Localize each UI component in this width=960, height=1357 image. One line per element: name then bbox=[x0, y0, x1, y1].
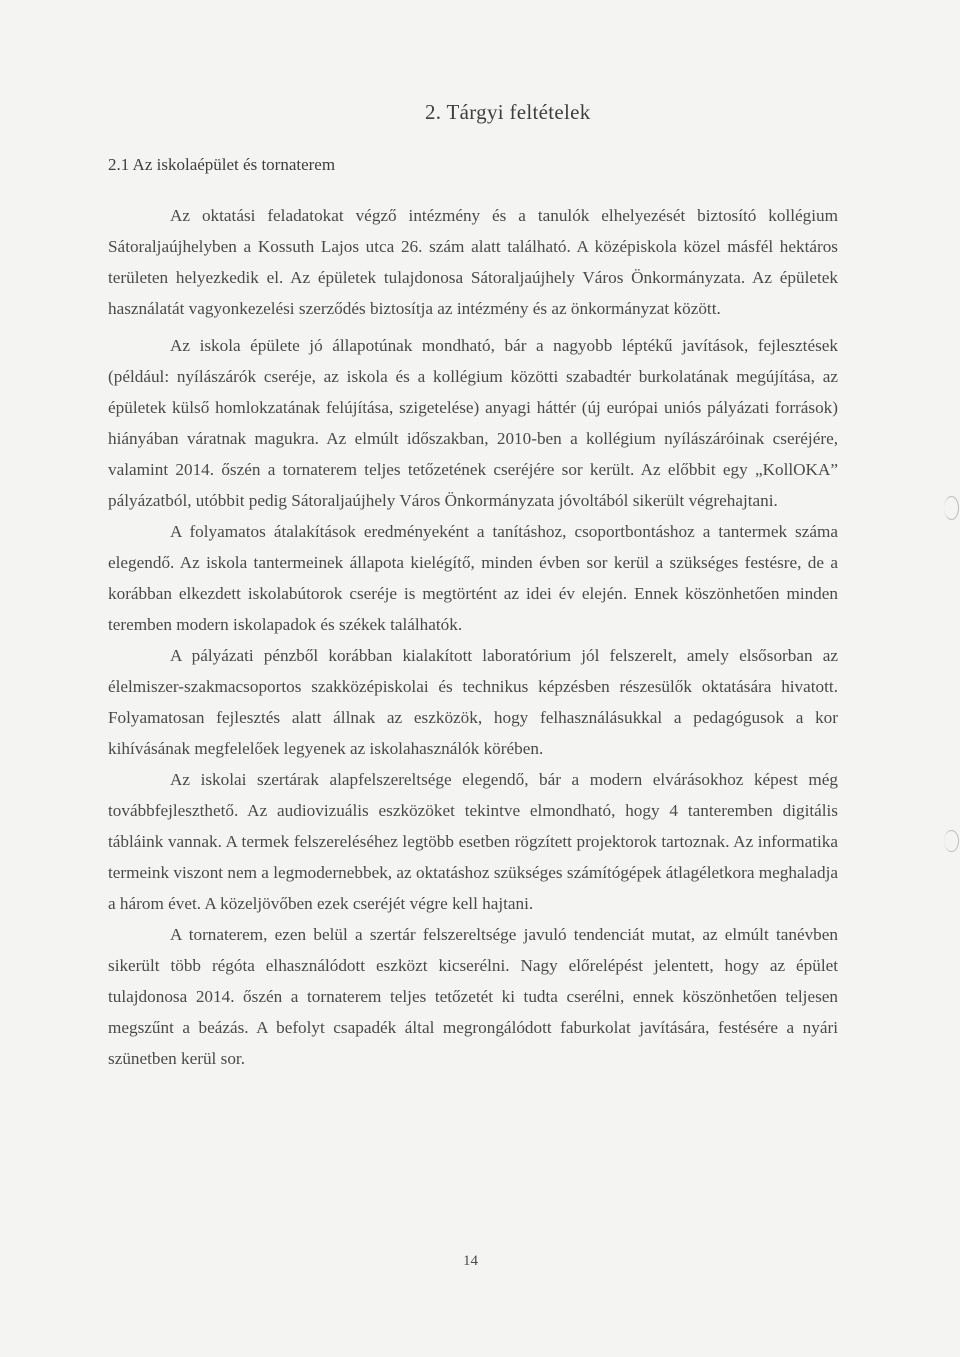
section-title: 2.1 Az iskolaépület és tornaterem bbox=[108, 155, 336, 174]
paragraph: A tornaterem, ezen belül a szertár felszereltsége javuló tendenciát mutat, az elmúlt tanévben sikerült több régóta elhasználódott eszközt kicserélni. Nagy előrelépést jelentett, hogy az épület tulajdonosa 2014. őszén a tornaterem teljes tetőzetét ki tudta cserélni, ennek köszönhetően teljesen megszűnt a beázás. A befolyt csapadék által megrongálódott faburkolat javítására, festésére a nyári szünetben kerül sor. bbox=[108, 925, 838, 1068]
chapter-title: 2. Tárgyi feltételek bbox=[425, 100, 591, 124]
paragraph: A pályázati pénzből korábban kialakított laboratórium jól felszerelt, amely elsősorban az élelmiszer-szakmacsoportos szakközépiskolai és technikus képzésben részesülők oktatására hivatott. Folyamatosan fejlesztés alatt állnak az eszközök, hogy felhasználásukkal a pedagógusok a kor kihívásának megfelelőek legyenek az iskolahasználók körében. bbox=[108, 646, 838, 758]
paragraph: Az iskola épülete jó állapotúnak mondható, bár a nagyobb léptékű javítások, fejlesztések (például: nyílászárók cseréje, az iskola és a kollégium közötti szabadtér burkolatának megújítása, az épületek külső homlokzatának felújítása, szigetelése) anyagi háttér (új európai uniós pályázati források) hiányában váratnak magukra. Az elmúlt időszakban, 2010-ben a kollégium nyílászáróinak cseréjére, valamint 2014. őszén a tornaterem teljes tetőzetének cseréjére sor került. Az előbbit egy „KollOKA” pályázatból, utóbbit pedig Sátoraljaújhely Város Önkormányzata jóvoltából sikerült végrehajtani. bbox=[108, 336, 838, 510]
paragraph: A folyamatos átalakítások eredményeként a tanításhoz, csoportbontáshoz a tantermek száma elegendő. Az iskola tantermeinek állapota kielégítő, minden évben sor kerül a szükséges festésre, de a korábban elkezdett iskolabútorok cseréje is megtörtént az idei év elején. Ennek köszönhetően minden teremben modern iskolapadok és székek találhatók. bbox=[108, 522, 838, 634]
body-text bbox=[108, 200, 838, 1074]
scan-punch-mark bbox=[944, 830, 959, 852]
paragraph: Az iskolai szertárak alapfelszereltsége elegendő, bár a modern elvárásokhoz képest még továbbfejleszthető. Az audiovizuális eszközöket tekintve elmondható, hogy 4 tanteremben digitális tábláink vannak. A termek felszereléséhez legtöbb esetben rögzített projektorok tartoznak. Az informatika termeink viszont nem a legmodernebbek, az oktatáshoz szükséges számítógépek átlagéletkora meghaladja a három évet. A közeljövőben ezek cseréjét végre kell hajtani. bbox=[108, 770, 838, 913]
paragraph: Az oktatási feladatokat végző intézmény és a tanulók elhelyezését biztosító kollégium Sátoraljaújhelyben a Kossuth Lajos utca 26. szám alatt található. A középiskola közel másfél hektáros területen helyezkedik el. Az épületek tulajdonosa Sátoraljaújhely Város Önkormányzata. Az épületek használatát vagyonkezelési szerződés biztosítja az intézmény és az önkormányzat között. bbox=[108, 206, 838, 318]
scan-punch-mark bbox=[944, 496, 959, 520]
page-number: 14 bbox=[463, 1253, 478, 1269]
